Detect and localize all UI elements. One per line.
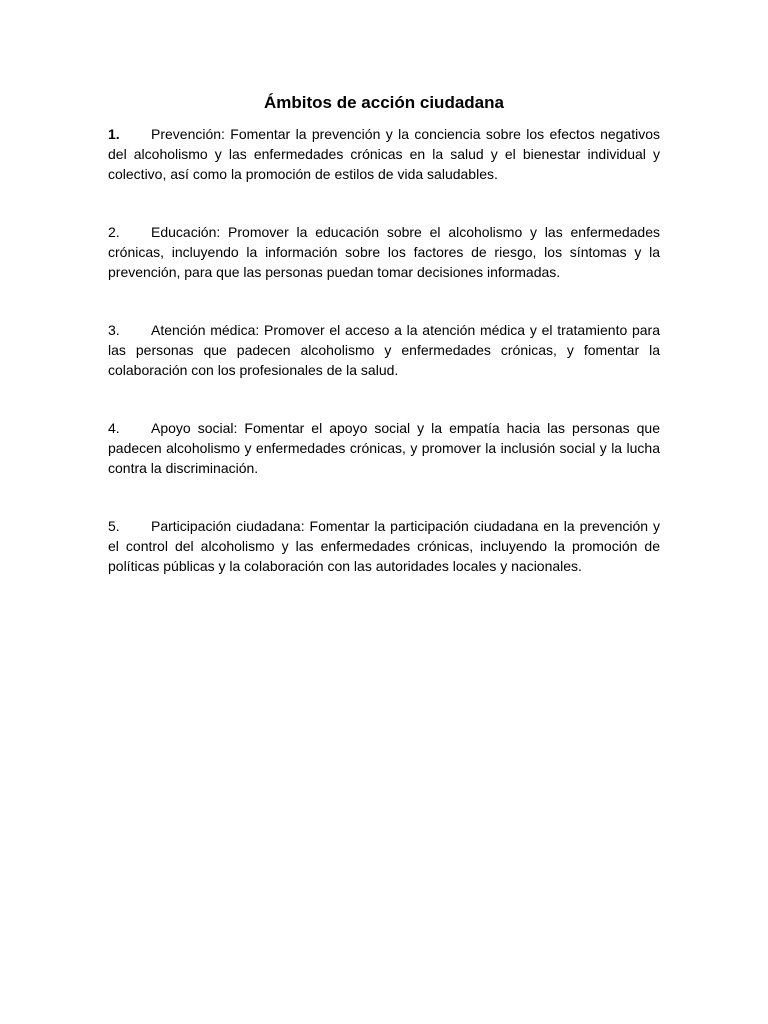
list-item-apoyo-social bbox=[108, 418, 660, 478]
item-number: 1. bbox=[108, 126, 120, 142]
list-item-atencion-medica bbox=[108, 320, 660, 380]
list-item-participacion-ciudadana bbox=[108, 516, 660, 576]
item-text: Prevención: Fomentar la prevención y la conciencia sobre los efectos negativos del alcoholismo y las enfermedades crónicas en la salud y el bienestar individual y colectivo, así como la promoción de estilos de vida saludables. bbox=[108, 126, 660, 182]
document-title: Ámbitos de acción ciudadana bbox=[264, 93, 504, 112]
list-item-educacion bbox=[108, 222, 660, 282]
item-number: 3. bbox=[108, 322, 120, 338]
item-number: 4. bbox=[108, 420, 120, 436]
item-number: 5. bbox=[108, 518, 120, 534]
item-text: Participación ciudadana: Fomentar la participación ciudadana en la prevención y el control del alcoholismo y las enfermedades crónicas, incluyendo la promoción de políticas públicas y la colaboración con las autoridades locales y nacionales. bbox=[108, 518, 660, 574]
item-text: Educación: Promover la educación sobre el alcoholismo y las enfermedades crónicas, incluyendo la información sobre los factores de riesgo, los síntomas y la prevención, para que las personas puedan tomar decisiones informadas. bbox=[108, 224, 660, 280]
item-text: Atención médica: Promover el acceso a la atención médica y el tratamiento para las personas que padecen alcoholismo y enfermedades crónicas, y fomentar la colaboración con los profesionales de la salud. bbox=[108, 322, 660, 378]
item-text: Apoyo social: Fomentar el apoyo social y la empatía hacia las personas que padecen alcoholismo y enfermedades crónicas, y promover la inclusión social y la lucha contra la discriminación. bbox=[108, 420, 660, 476]
list-item-prevencion bbox=[108, 124, 660, 184]
item-number: 2. bbox=[108, 224, 120, 240]
